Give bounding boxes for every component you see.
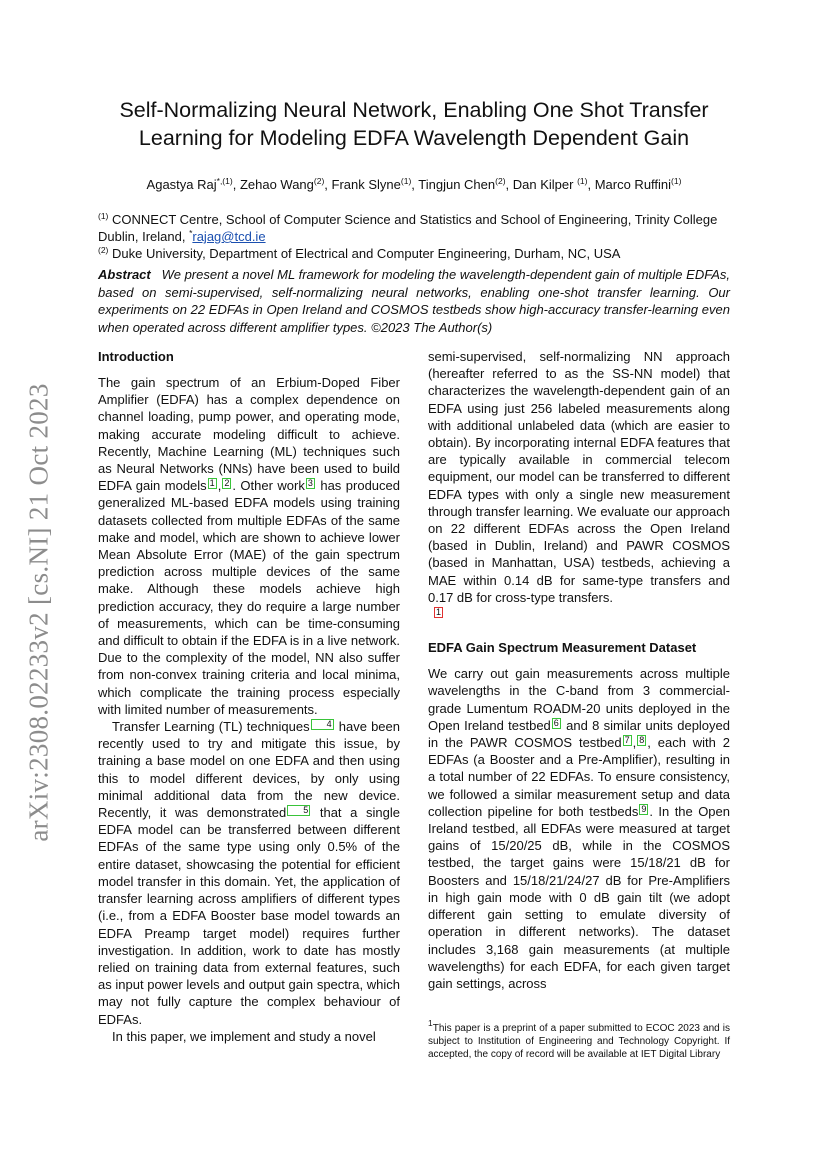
citation-link[interactable]: 1 [209,478,215,489]
paper-title [90,96,738,152]
abstract [98,266,730,336]
author-affil-mark: (1) [400,176,412,186]
body-text: and 8 similar units deployed in the PAWR COSMOS testbed [428,717,730,751]
right-column [428,348,730,992]
body-text: The gain spectrum of an Erbium-Doped Fiber Amplifier (EDFA) has a complex dependence on channel loading, pump power, and operating mode, making accurate modeling difficult to achieve. Recently, Machine Learning (ML) techniques such as Neural Networks (NNs) have been used to build EDFA gain models [98,375,400,494]
body-text: that a single EDFA model can be transferred between different EDFAs of the same type using only 0.5% of the entire dataset, showcasing the potential for efficient model transfer in this domain. Yet, the application of transfer learning across amplifiers of different types (i.e., from a EDFA Booster base model towards an EDFA Preamp target model) requires further investigation. In addition, work to date has mostly relied on training data from external features, such as input power levels and output gain spectra, which may not fully capture the complex behaviour of EDFAs. [98,805,400,1027]
author: Frank Slyne [331,177,401,192]
citation-link[interactable]: 3 [307,478,313,489]
section-heading-dataset: EDFA Gain Spectrum Measurement Dataset [428,640,697,656]
body-text: . In the Open Ireland testbed, all EDFAs were measured at target gains of 15/20/25 dB, while in the COSMOS testbed, the target gains were 15/18/21 dB for Boosters and 15/18/21/24/27 dB for Pre-Amplifiers in high gain mode with 0 dB gain tilt (we adopt different gain setting to emulate diversity of operation in different networks). The dataset includes 3,168 gain measurements (at multiple wavelengths) for each EDFA, for each given target gain settings, across [428,803,730,991]
author-affil-mark: *,(1) [216,176,233,186]
affiliation-mark: (2) [98,245,109,255]
footnote-mark: 1 [428,1018,433,1028]
footnote-text: This paper is a preprint of a paper submitted to ECOC 2023 and is subject to Institution of Engineering and Technology Copyright. If accepted, the copy of record will be available at IET Digital Library [428,1023,730,1061]
body-text: We carry out gain measurements across multiple wavelengths in the C-band from 3 commercial-grade Lumentum ROADM-20 units deployed in the Open Ireland testbed [428,666,730,733]
affiliation-1 [98,211,732,245]
author-affil-mark: (1) [577,176,588,186]
abstract-label: Abstract [98,267,151,282]
body-text: has produced generalized ML-based EDFA models using training datasets collected from multiple EDFAs of the same make and model, which are shown to achieve lower Mean Absolute Error (MAE) of the gain spectrum prediction across multiple devices of the same make. Although these models achieve high prediction accuracy, they do require a large number of measurements, which can be time-consuming and difficult to obtain if the EDFA is in a live network. Due to the complexity of the model, NN also suffer from non-convex training criteria and local minima, which complicate the training process especially with limited number of measurements. [98,478,400,717]
arxiv-watermark [18,375,60,850]
dataset-paragraph-1 [428,665,730,992]
intro-paragraph-2 [98,718,400,1028]
author: Marco Ruffini [594,177,672,192]
email-link[interactable]: rajag@tcd.ie [192,229,266,244]
affiliation-text: CONNECT Centre, School of Computer Science and Statistics and School of Engineering, Trinity College Dublin, Ireland, [98,212,718,244]
citation-link[interactable]: 6 [553,717,559,728]
footnote-link[interactable]: 1 [436,607,442,618]
title-line-2: Learning for Modeling EDFA Wavelength Dependent Gain [138,126,690,150]
section-heading-introduction: Introduction [98,349,174,364]
citation-link[interactable]: 5 [287,805,310,816]
corresponding-star: * [189,228,193,238]
author: Dan Kilper [512,177,578,192]
arxiv-watermark-text: arXiv:2308.02233v2 [cs.NI] 21 Oct 2023 [23,383,54,842]
citation-link[interactable]: 8 [639,735,645,746]
author: Agastya Raj [146,177,217,192]
body-text: , each with 2 EDFAs (a Booster and a Pre-Amplifier), resulting in a total number of 22 EDFAs. To ensure consistency, we followed a similar measurement setup and data collection pipeline for both testbeds [428,735,730,819]
author-affil-mark: (2) [313,176,325,186]
abstract-text: We present a novel ML framework for modeling the wavelength-dependent gain of multiple EDFAs, based on semi-supervised, self-normalizing neural networks, enabling one-shot transfer learning. Our experiments on 22 EDFAs in Open Ireland and COSMOS testbeds show high-accuracy transfer-learning even when operated across different amplifier types. ©2023 The Author(s) [98,267,730,335]
author-list: Agastya Raj$^{*,(1)}$, Zehao Wang$^{(2)}$, Frank Slyne$^{(1)}$, Tingjun Chen$^{(2)}$, Dan Kilper $^{(1)}$, Marco Ruffini$^{(1)}$ [146,176,682,192]
citation-link[interactable]: 9 [641,803,647,814]
citation-link[interactable]: 4 [311,719,334,730]
author: Zehao Wang [239,177,314,192]
body-text: . Other work [232,478,305,494]
body-text: have been recently used to try and mitigate this issue, by training a base model on one EDFA and then using this to model different devices, by only using minimal additional data from the new device. Recently, it was demonstrated [98,719,400,821]
citation-link[interactable]: 2 [224,478,230,489]
citation-link[interactable]: 7 [624,735,630,746]
affiliation-text: Duke University, Department of Electrical and Computer Engineering, Durham, NC, USA [112,246,621,261]
body-text: Transfer Learning (TL) techniques [112,719,310,735]
author-affil-mark: (2) [495,176,506,186]
footnote [428,1018,730,1062]
section-gap [428,623,730,639]
intro-paragraph-1 [98,374,400,718]
body-text: , [217,478,222,494]
title-line-1: Self-Normalizing Neural Network, Enabling One Shot Transfer [119,98,709,122]
author-affil-mark: (1) [671,176,682,186]
intro-paragraph-3-continued [428,348,730,623]
affiliation-2 [98,245,732,262]
intro-paragraph-3 [98,1028,400,1045]
author: Tingjun Chen [418,177,496,192]
body-text: semi-supervised, self-normalizing NN approach (hereafter referred to as the SS-NN model) that characterizes the wavelength-dependent gain of an EDFA using just 256 labeled measurements along with additional unlabeled data (which are easier to obtain). By incorporating internal EDFA features that are typically available in commercial telecom equipment, our model can be transferred to different EDFA types with only a single new measurement through transfer learning. We evaluate our approach on 22 different EDFAs across the Open Ireland (based in Dublin, Ireland) and PAWR COSMOS (based in Manhattan, USA) testbeds, achieving a MAE within 0.14 dB for same-type transfers and 0.17 dB for cross-type transfers. [428,349,730,605]
affiliation-mark: (1) [98,211,109,221]
left-column [98,348,400,1045]
body-text: In this paper, we implement and study a novel [112,1028,376,1044]
body-text: , [632,735,637,751]
